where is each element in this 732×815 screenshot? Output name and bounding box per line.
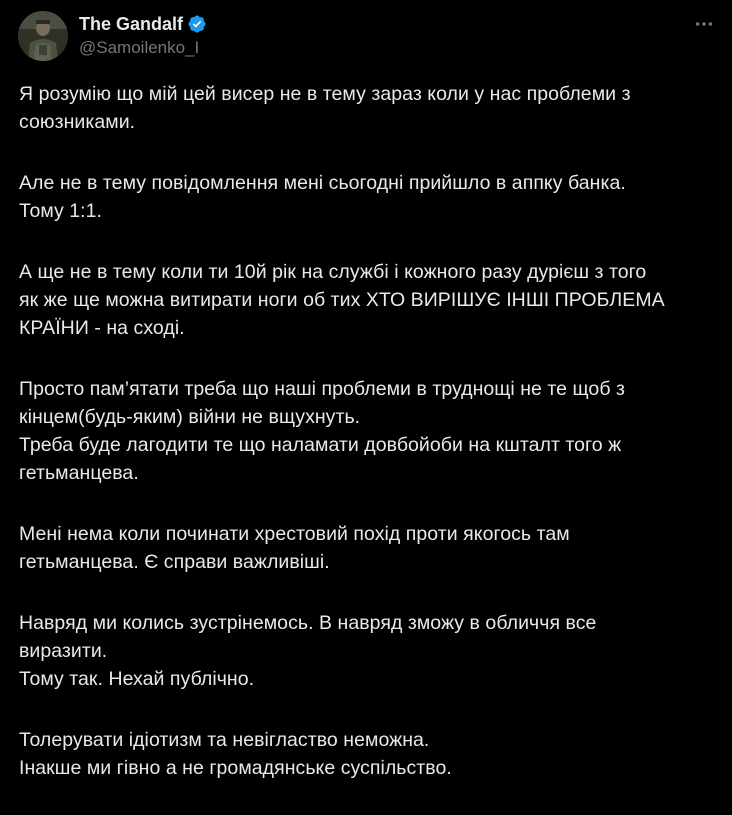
tweet-line: КРАЇНИ - на сході. <box>19 317 185 339</box>
tweet-line: Просто пам’ятати треба що наші проблеми в труднощі не те щоб з <box>19 378 625 400</box>
tweet-line: Інакше ми гівно а не громадянське суспільство. <box>19 757 452 779</box>
tweet-paragraph <box>19 520 719 576</box>
author-names <box>79 12 207 60</box>
tweet-line: Толерувати ідіотизм та невігластво неможна. <box>19 729 430 751</box>
tweet-line: Тому 1:1. <box>19 200 103 222</box>
tweet-line: гетьманцева. <box>19 462 139 484</box>
tweet-line: кінцем(будь-яким) війни не вщухнуть. <box>19 406 361 428</box>
tweet-paragraph <box>19 258 719 342</box>
tweet-text <box>19 80 719 815</box>
tweet-paragraph <box>19 169 719 225</box>
tweet-line: виразити. <box>19 640 108 662</box>
tweet-line: союзниками. <box>19 111 136 133</box>
avatar-image <box>18 11 68 61</box>
tweet-line: Мені нема коли починати хрестовий похід проти якогось там <box>19 523 570 545</box>
tweet-line: як же ще можна витирати ноги об тих ХТО ВИРІШУЄ ІНШІ ПРОБЛЕМА <box>19 289 665 311</box>
tweet-header <box>18 8 207 64</box>
more-horizontal-icon[interactable] <box>690 10 718 38</box>
tweet-line: Навряд ми колись зустрінемось. В навряд зможу в обличчя все <box>19 612 597 634</box>
tweet-line: гетьманцева. Є справи важливіші. <box>19 551 330 573</box>
tweet-line: Треба буде лагодити те що наламати довбойоби на кшталт того ж <box>19 434 622 456</box>
tweet-line: А ще не в тему коли ти 10й рік на службі і кожного разу дурієш з того <box>19 261 647 283</box>
tweet-paragraph <box>19 609 719 693</box>
tweet-line: Тому так. Нехай публічно. <box>19 668 255 690</box>
display-name[interactable]: The Gandalf <box>79 14 184 34</box>
tweet-paragraph <box>19 726 719 782</box>
tweet-line: Але не в тему повідомлення мені сьогодні прийшло в аппку банка. <box>19 172 626 194</box>
verified-badge-icon[interactable] <box>187 14 207 34</box>
tweet-line: Я розумію що мій цей висер не в тему зараз коли у нас проблеми з <box>19 83 631 105</box>
name-row <box>79 12 207 36</box>
avatar[interactable] <box>18 11 68 61</box>
tweet-paragraph <box>19 80 719 136</box>
author-handle[interactable]: @Samoilenko_I <box>79 38 200 57</box>
tweet-paragraph <box>19 375 719 487</box>
